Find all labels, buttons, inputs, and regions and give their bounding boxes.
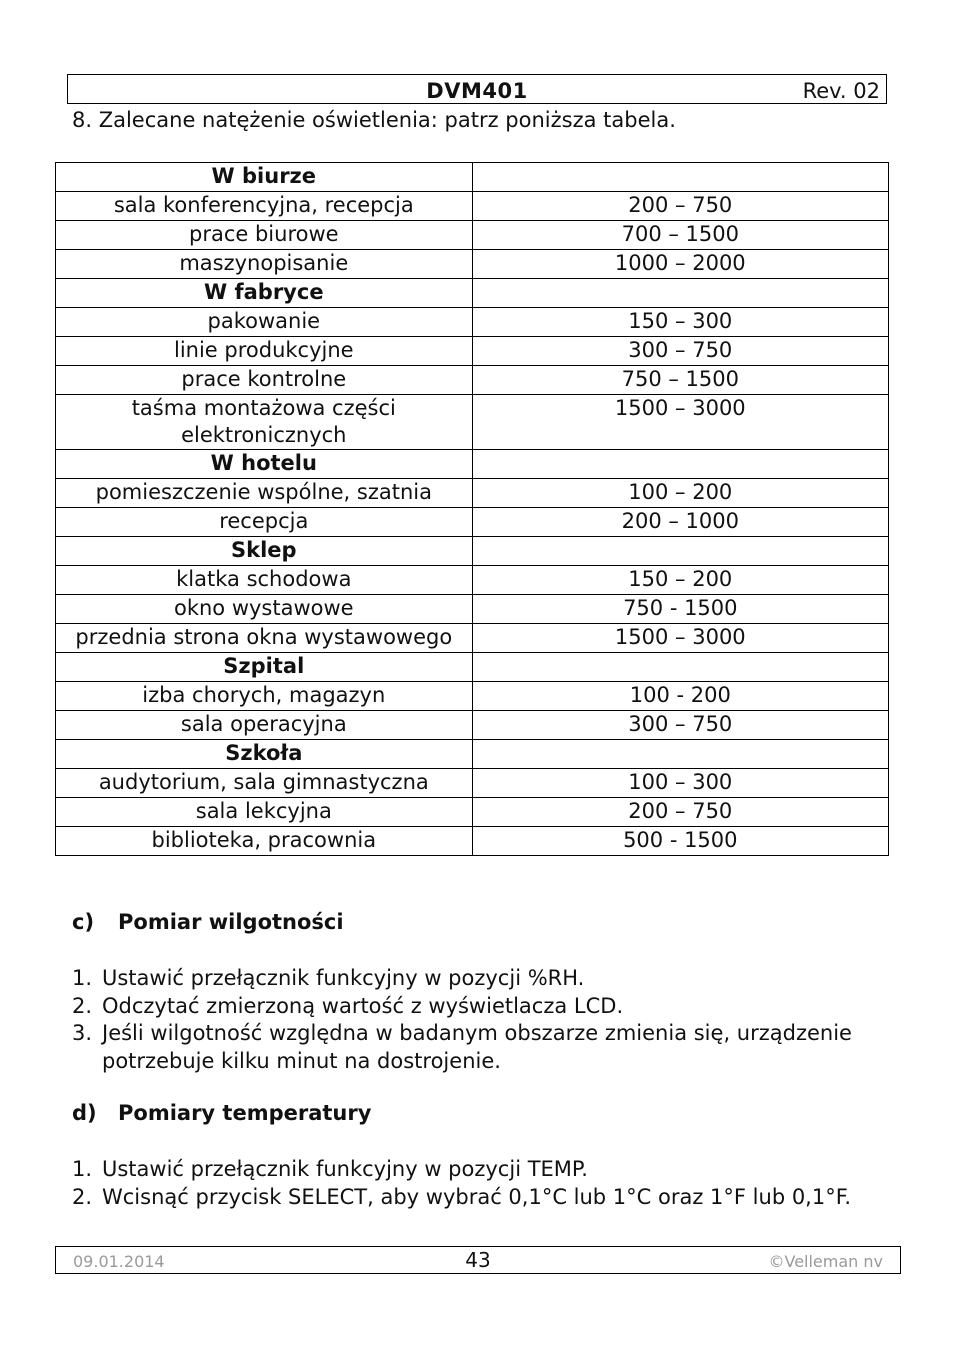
lux-range-cell: 300 – 750 [472, 711, 888, 740]
step-number: 1. [72, 1157, 93, 1181]
list-item [72, 1020, 872, 1075]
table-row [56, 366, 889, 395]
area-cell: taśma montażowa części elektronicznych [56, 395, 473, 450]
table-row [56, 508, 889, 537]
revision-label: Rev. 02 [802, 79, 880, 103]
lux-range-cell: 200 – 750 [472, 192, 888, 221]
page-number: 43 [465, 1248, 491, 1272]
lux-range-cell: 750 – 1500 [472, 366, 888, 395]
illuminance-table-body [56, 163, 889, 856]
table-group-row [56, 740, 889, 769]
table-row [56, 221, 889, 250]
area-cell: audytorium, sala gimnastyczna [56, 769, 473, 798]
step-number: 3. [72, 1021, 93, 1045]
model-name: DVM401 [426, 79, 528, 103]
section-d-steps [72, 1156, 872, 1211]
table-group-row [56, 279, 889, 308]
lux-range-cell: 150 – 300 [472, 308, 888, 337]
step-number: 2. [72, 993, 93, 1018]
group-heading-cell: Szpital [56, 653, 473, 682]
lux-range-cell: 1500 – 3000 [472, 624, 888, 653]
lux-range-cell: 300 – 750 [472, 337, 888, 366]
section-d-heading [72, 1101, 371, 1125]
group-heading-cell: W biurze [56, 163, 473, 192]
section-d-letter: d) [72, 1101, 97, 1125]
lux-range-cell: 150 – 200 [472, 566, 888, 595]
lux-range-cell: 750 - 1500 [472, 595, 888, 624]
list-item [72, 993, 872, 1021]
table-row [56, 192, 889, 221]
section-c-letter: c) [72, 910, 95, 934]
list-item [72, 1156, 872, 1184]
table-row [56, 624, 889, 653]
lux-range-cell: 100 – 200 [472, 479, 888, 508]
step-number: 1. [72, 966, 93, 990]
table-row [56, 566, 889, 595]
table-row [56, 682, 889, 711]
area-cell: izba chorych, magazyn [56, 682, 473, 711]
step-text: Wcisnąć przycisk SELECT, aby wybrać 0,1°C lub 1°C oraz 1°F lub 0,1°F. [102, 1184, 852, 1209]
step-text: Ustawić przełącznik funkcyjny w pozycji %RH. [102, 966, 585, 990]
table-row [56, 337, 889, 366]
table-row [56, 798, 889, 827]
lux-range-cell: 200 – 1000 [472, 508, 888, 537]
list-item [72, 965, 872, 993]
footer-date: 09.01.2014 [73, 1252, 165, 1271]
table-row [56, 250, 889, 279]
lux-range-cell: 1500 – 3000 [472, 395, 888, 450]
footer-copyright: ©Velleman nv [768, 1252, 883, 1271]
step-text: Odczytać zmierzoną wartość z wyświetlacza LCD. [102, 993, 624, 1018]
table-group-row [56, 163, 889, 192]
section-d-title: Pomiary temperatury [118, 1101, 372, 1125]
lux-range-cell: 500 - 1500 [472, 827, 888, 856]
group-heading-cell: W fabryce [56, 279, 473, 308]
area-cell: okno wystawowe [56, 595, 473, 624]
area-cell: maszynopisanie [56, 250, 473, 279]
table-row [56, 308, 889, 337]
step-text: Jeśli wilgotność względna w badanym obszarze zmienia się, urządzenie potrzebuje kilku minut na dostrojenie. [102, 1021, 852, 1073]
page-footer [55, 1246, 901, 1274]
table-group-row [56, 537, 889, 566]
intro-text: 8. Zalecane natężenie oświetlenia: patrz poniższa tabela. [72, 108, 676, 132]
lux-range-cell: 100 – 300 [472, 769, 888, 798]
lux-range-cell: 1000 – 2000 [472, 250, 888, 279]
area-cell: przednia strona okna wystawowego [56, 624, 473, 653]
lux-range-cell: 100 - 200 [472, 682, 888, 711]
area-cell: prace biurowe [56, 221, 473, 250]
section-c-steps [72, 965, 872, 1075]
lux-range-cell [472, 537, 888, 566]
table-row [56, 395, 889, 450]
area-cell: prace kontrolne [56, 366, 473, 395]
section-c-heading [72, 910, 344, 934]
table-row [56, 479, 889, 508]
lux-range-cell [472, 653, 888, 682]
table-row [56, 827, 889, 856]
lux-range-cell [472, 740, 888, 769]
lux-range-cell: 700 – 1500 [472, 221, 888, 250]
illuminance-table [55, 162, 889, 856]
group-heading-cell: W hotelu [56, 450, 473, 479]
lux-range-cell [472, 163, 888, 192]
area-cell: pakowanie [56, 308, 473, 337]
table-row [56, 769, 889, 798]
group-heading-cell: Szkoła [56, 740, 473, 769]
section-c-title: Pomiar wilgotności [118, 910, 344, 934]
area-cell: recepcja [56, 508, 473, 537]
area-cell: pomieszczenie wspólne, szatnia [56, 479, 473, 508]
table-row [56, 711, 889, 740]
list-item [72, 1184, 872, 1212]
area-cell: klatka schodowa [56, 566, 473, 595]
area-cell: linie produkcyjne [56, 337, 473, 366]
group-heading-cell: Sklep [56, 537, 473, 566]
area-cell: biblioteka, pracownia [56, 827, 473, 856]
area-cell: sala operacyjna [56, 711, 473, 740]
step-number: 2. [72, 1184, 93, 1209]
lux-range-cell: 200 – 750 [472, 798, 888, 827]
table-row [56, 595, 889, 624]
table-group-row [56, 653, 889, 682]
step-text: Ustawić przełącznik funkcyjny w pozycji TEMP. [102, 1157, 588, 1181]
area-cell: sala konferencyjna, recepcja [56, 192, 473, 221]
lux-range-cell [472, 450, 888, 479]
page-header [67, 74, 887, 104]
area-cell: sala lekcyjna [56, 798, 473, 827]
lux-range-cell [472, 279, 888, 308]
table-group-row [56, 450, 889, 479]
